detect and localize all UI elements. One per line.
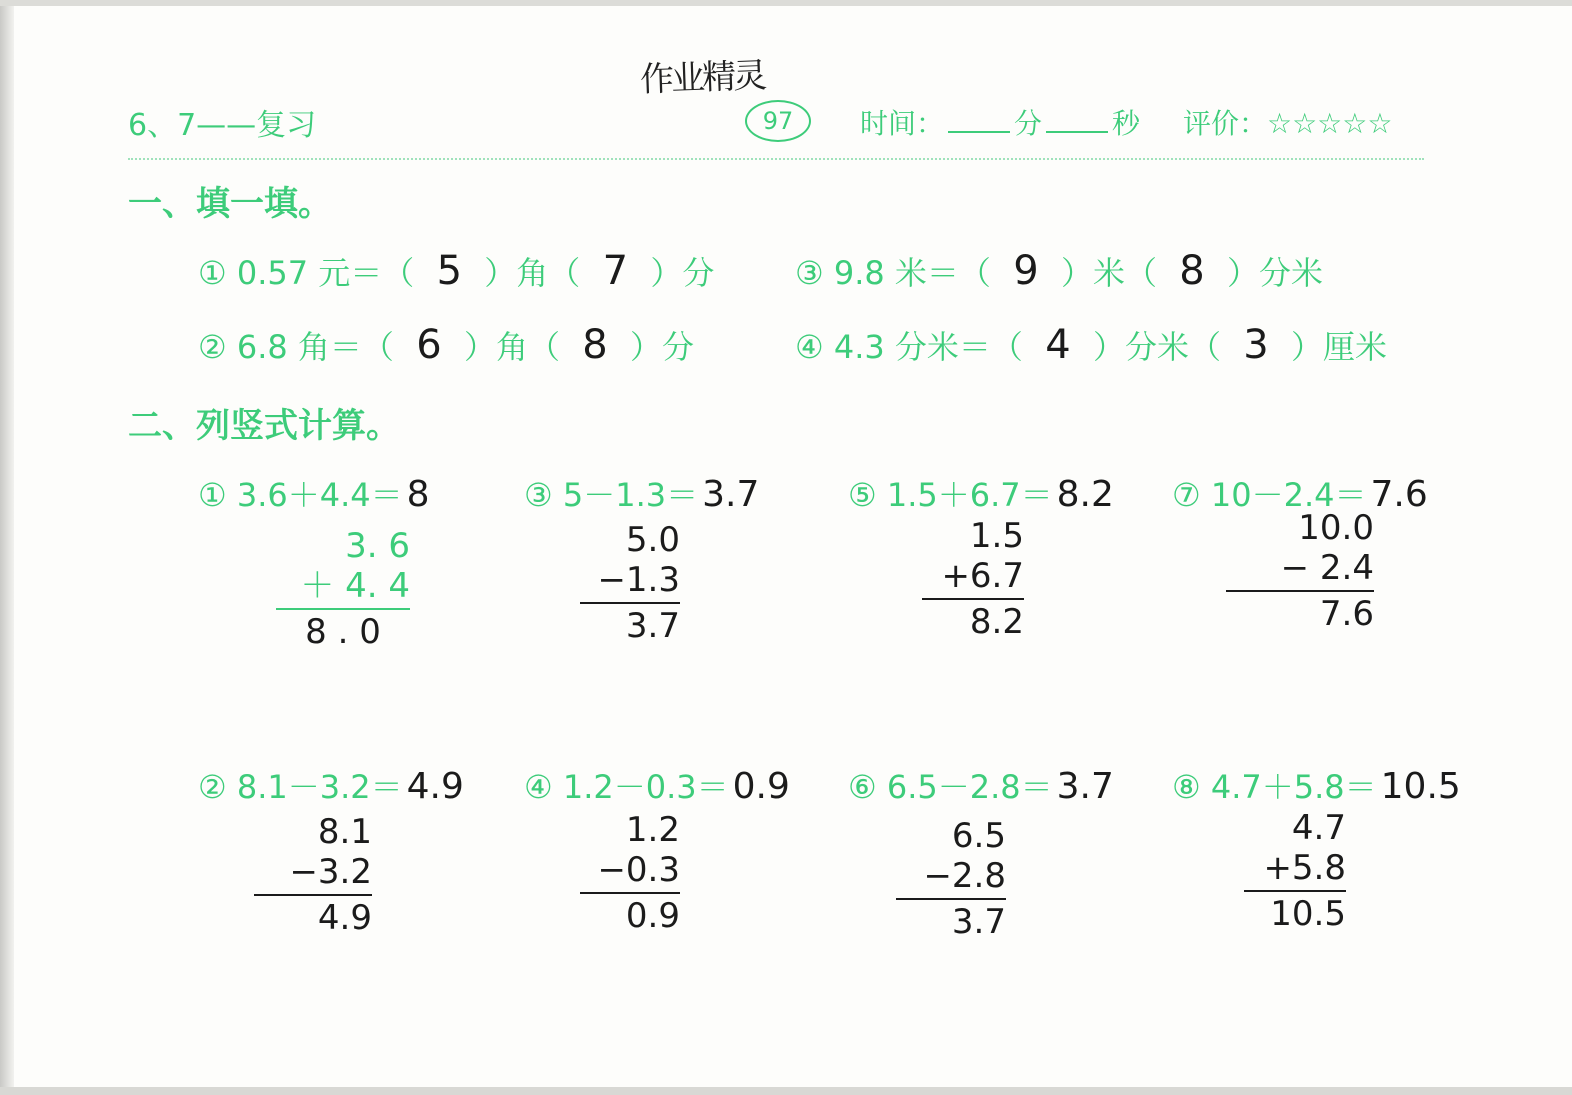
rating-label: 评价： [1182, 107, 1267, 140]
answer-1a: 5 [436, 248, 463, 294]
scan-edge-top [0, 0, 1572, 6]
time-rating-bar [860, 102, 1392, 142]
problem-1-vertical: 3. 6 ＋ 4. 4 8 . 0 [276, 526, 410, 652]
problem-4-answer: 0.9 [732, 766, 790, 807]
second-label: 秒 [1112, 107, 1141, 140]
problem-6-equation: ⑥ 6.5－2.8＝ 3.7 [848, 766, 1114, 807]
time-label: 时间： [860, 107, 945, 140]
answer-4b: 3 [1243, 322, 1269, 368]
page-number-badge: 97 [745, 100, 811, 142]
answer-2b: 8 [582, 322, 608, 368]
section-1-title: 一、填一填。 [128, 184, 332, 224]
section-2-title: 二、列竖式计算。 [128, 406, 400, 446]
problem-3-answer: 3.7 [702, 474, 760, 515]
problem-8-answer: 10.5 [1380, 766, 1461, 807]
answer-1b: 7 [602, 248, 629, 294]
problem-7-equation: ⑦ 10－2.4＝ 7.6 [1172, 474, 1428, 515]
problem-1-equation: ① 3.6＋4.4＝ 8 [198, 474, 430, 515]
problem-4-equation: ④ 1.2－0.3＝ 0.9 [524, 766, 790, 807]
problem-5-equation: ⑤ 1.5＋6.7＝ 8.2 [848, 474, 1114, 515]
problem-2-equation: ② 8.1－3.2＝ 4.9 [198, 766, 464, 807]
rating-stars: ☆☆☆☆☆ [1266, 107, 1393, 140]
scan-edge-left [0, 0, 14, 1095]
minute-label: 分 [1014, 107, 1043, 140]
header-divider [128, 158, 1424, 160]
answer-2a: 6 [416, 322, 442, 368]
problem-6-answer: 3.7 [1056, 766, 1114, 807]
answer-3b: 8 [1179, 248, 1205, 294]
problem-1-answer: 8 [406, 474, 430, 515]
answer-4a: 4 [1045, 322, 1071, 368]
problem-6-vertical: 6.5 −2.8 3.7 [896, 816, 1006, 942]
problem-7-answer: 7.6 [1370, 474, 1428, 515]
fill-item-3: ③ 9.8 米＝（ 9 ）米（ 8 ）分米 [795, 248, 1323, 294]
problem-3-equation: ③ 5－1.3＝ 3.7 [524, 474, 760, 515]
problem-8-equation: ⑧ 4.7＋5.8＝ 10.5 [1172, 766, 1461, 807]
minute-blank [948, 107, 1010, 133]
problem-5-vertical: 1.5 +6.7 8.2 [922, 516, 1024, 642]
problem-7-vertical: 10.0 − 2.4 7.6 [1226, 508, 1374, 634]
fill-item-2: ② 6.8 角＝（ 6 ）角（ 8 ）分 [198, 322, 694, 368]
problem-2-answer: 4.9 [406, 766, 464, 807]
handwritten-stamp: 作业精灵 [639, 55, 765, 101]
fill-item-4: ④ 4.3 分米＝（ 4 ）分米（ 3 ）厘米 [795, 322, 1387, 368]
problem-8-vertical: 4.7 +5.8 10.5 [1244, 808, 1346, 934]
scan-edge-bottom [0, 1087, 1572, 1095]
second-blank [1046, 107, 1108, 133]
problem-5-answer: 8.2 [1056, 474, 1114, 515]
answer-3a: 9 [1013, 248, 1039, 294]
problem-4-vertical: 1.2 −0.3 0.9 [580, 810, 680, 936]
problem-3-vertical: 5.0 −1.3 3.7 [580, 520, 680, 646]
fill-item-1: ① 0.57 元＝（ 5 ）角（ 7 ）分 [198, 248, 715, 294]
lesson-title: 6、7——复习 [128, 108, 317, 143]
problem-2-vertical: 8.1 −3.2 4.9 [254, 812, 372, 938]
